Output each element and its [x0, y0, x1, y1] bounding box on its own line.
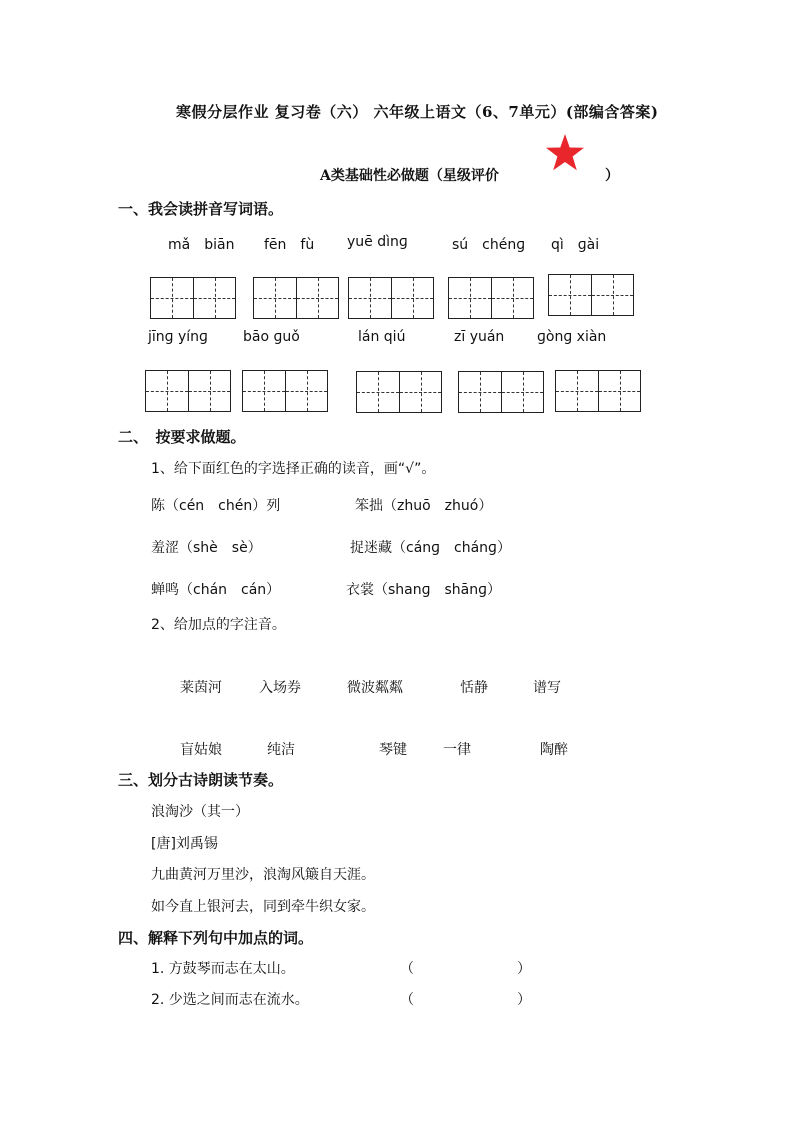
- explain-item: 2. 少选之间而志在流水。: [151, 992, 309, 1008]
- pinyin-5: qì ɡài: [551, 237, 600, 253]
- reading-choice[interactable]: 羞涩（shè sè）: [151, 540, 262, 556]
- question-2: 2、给加点的字注音。: [151, 617, 286, 633]
- poem-line: 九曲黄河万里沙，浪淘风簸自天涯。: [151, 867, 375, 883]
- word-item: 陶醉: [540, 742, 568, 758]
- answer-grid[interactable]: [448, 277, 534, 319]
- answer-open: （: [400, 961, 414, 977]
- pinyin-3: yuē dìnɡ: [347, 234, 408, 250]
- poem-author: [唐]刘禹锡: [151, 836, 218, 852]
- explain-item: 1. 方鼓琴而志在太山。: [151, 961, 295, 977]
- word-item: 盲姑娘: [180, 742, 222, 758]
- answer-close: ）: [517, 961, 531, 977]
- section2-heading: 二、 按要求做题。: [118, 428, 246, 446]
- page-title: 寒假分层作业 复习卷（六） 六年级上语文（6、7单元）(部编含答案): [176, 103, 659, 121]
- word-item: 莱茵河: [180, 680, 222, 696]
- answer-grid[interactable]: [458, 371, 544, 413]
- star-icon: [545, 134, 585, 172]
- word-item: 一律: [443, 742, 471, 758]
- answer-grid[interactable]: [253, 277, 339, 319]
- reading-choice[interactable]: 蝉鸣（chán cán）: [151, 582, 281, 598]
- pinyin-10: ɡònɡ xiàn: [537, 329, 607, 345]
- pinyin-1: mǎ biān: [168, 237, 235, 253]
- pinyin-2: fēn fù: [264, 237, 315, 253]
- word-item: 恬静: [460, 680, 488, 696]
- subtitle-close: ）: [605, 168, 619, 184]
- answer-grid[interactable]: [348, 277, 434, 319]
- pinyin-9: zī yuán: [454, 329, 505, 345]
- pinyin-7: bāo ɡuǒ: [243, 329, 300, 345]
- pinyin-8: lán qiú: [358, 329, 406, 345]
- answer-grid[interactable]: [150, 277, 236, 319]
- reading-choice[interactable]: 捉迷藏（cánɡ chánɡ）: [350, 540, 511, 556]
- word-item: 纯洁: [267, 742, 295, 758]
- pinyin-4: sú chénɡ: [452, 237, 526, 253]
- answer-close: ）: [517, 992, 531, 1008]
- answer-grid[interactable]: [356, 371, 442, 413]
- word-item: 琴键: [379, 742, 407, 758]
- section-subtitle: A类基础性必做题（星级评价: [320, 168, 499, 184]
- word-item: 微波粼粼: [347, 680, 403, 696]
- answer-grid[interactable]: [145, 370, 231, 412]
- poem-line: 如今直上银河去，同到牵牛织女家。: [151, 899, 375, 915]
- pinyin-6: jīnɡ yínɡ: [148, 329, 208, 345]
- word-item: 入场券: [259, 680, 301, 696]
- answer-grid[interactable]: [548, 274, 634, 316]
- reading-choice[interactable]: 笨拙（zhuō zhuó）: [355, 498, 493, 514]
- section3-heading: 三、划分古诗朗读节奏。: [118, 771, 284, 789]
- section4-heading: 四、解释下列句中加点的词。: [118, 929, 314, 947]
- answer-grid[interactable]: [242, 370, 328, 412]
- poem-title: 浪淘沙（其一）: [151, 804, 249, 820]
- section1-heading: 一、我会读拼音写词语。: [118, 200, 284, 218]
- answer-open: （: [400, 992, 414, 1008]
- answer-grid[interactable]: [555, 370, 641, 412]
- reading-choice[interactable]: 衣裳（shanɡ shānɡ）: [346, 582, 502, 598]
- word-item: 谱写: [533, 680, 561, 696]
- question-1: 1、给下面红色的字选择正确的读音，画“√”。: [151, 461, 436, 477]
- reading-choice[interactable]: 陈（cén chén）列: [151, 498, 281, 514]
